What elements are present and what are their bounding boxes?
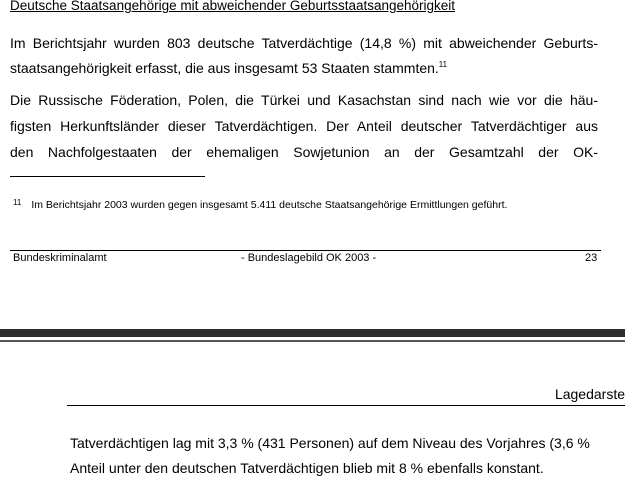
paragraph-line — [10, 52, 447, 81]
footer-rule — [10, 250, 601, 251]
paragraph-line: Tatverdächtigen lag mit 3,3 % (431 Personen) auf dem Niveau des Vorjahres (3,6 % — [70, 435, 590, 451]
paragraph-line: Die Russische Föderation, Polen, die Türkei und Kasachstan sind nach wie vor die häu- — [10, 92, 598, 108]
footnote-reference[interactable]: 11 — [438, 60, 448, 69]
paragraph-text: staatsangehörigkeit erfasst, die aus insgesamt 53 Staaten stammten. — [10, 60, 439, 76]
page-break-bar — [0, 329, 625, 337]
paragraph-line: Im Berichtsjahr wurden 803 deutsche Tatverdächtige (14,8 %) mit abweichender Geburts- — [10, 35, 598, 51]
running-header: Lagedarste — [554, 386, 625, 402]
paragraph-line: figsten Herkunftsländer dieser Tatverdächtigen. Der Anteil deutscher Tatverdächtiger aus — [10, 118, 598, 134]
header-rule — [67, 405, 625, 406]
paragraph-line: Anteil unter den deutschen Tatverdächtigen blieb mit 8 % ebenfalls konstant. — [70, 460, 544, 476]
footer-left: Bundeskriminalamt — [13, 252, 107, 264]
footnote-number: 11 — [13, 198, 22, 207]
footnote-separator — [10, 176, 205, 177]
section-heading: Deutsche Staatsangehörige mit abweichender Geburtsstaatsangehörigkeit — [10, 0, 456, 13]
footer-center: - Bundeslagebild OK 2003 - — [241, 252, 377, 264]
page-number: 23 — [585, 252, 598, 264]
page-break-line — [0, 340, 625, 342]
footnote-text: Im Berichtsjahr 2003 wurden gegen insgesamt 5.411 deutsche Staatsangehörige Ermittlungen geführt. — [31, 199, 508, 211]
paragraph-line: den Nachfolgestaaten der ehemaligen Sowjetunion an der Gesamtzahl der OK- — [10, 144, 598, 160]
footnote — [13, 198, 507, 211]
